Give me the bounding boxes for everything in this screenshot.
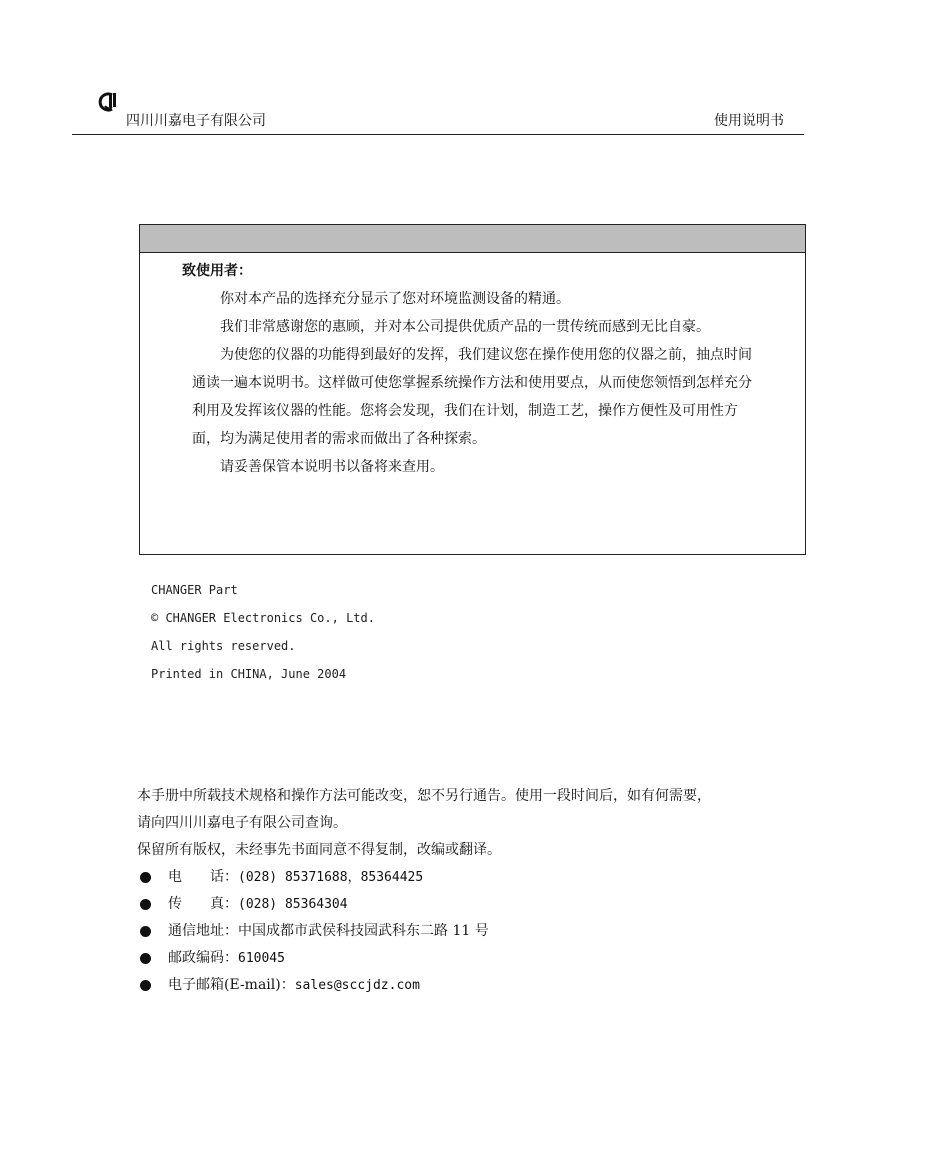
imprint-line: All rights reserved. [151,639,296,653]
contact-phone [137,864,737,891]
bullet-icon [140,899,151,910]
contact-value: (028) 85371688，85364425 [238,870,424,885]
header-rule [72,134,804,135]
footer-info [137,783,737,999]
contact-value: (028) 85364304 [238,897,348,912]
contact-email [137,972,737,999]
bullet-icon [140,926,151,937]
contact-label: 邮政编码： [168,950,238,966]
contact-label: 电 话： [168,869,238,885]
bullet-icon [140,953,151,964]
imprint-line: © CHANGER Electronics Co., Ltd. [151,611,375,625]
company-name: 四川川嘉电子有限公司 [126,113,266,129]
copyright-notice: 保留所有版权，未经事先书面同意不得复制，改编或翻译。 [137,842,501,858]
imprint-line: CHANGER Part [151,583,238,597]
bullet-icon [140,872,151,883]
notice-paragraph: 我们非常感谢您的惠顾，并对本公司提供优质产品的一贯传统而感到无比自豪。 [220,319,710,335]
notice-box [139,224,806,555]
notice-paragraph: 请妥善保管本说明书以备将来查用。 [220,459,444,475]
page-header [72,88,804,136]
notice-paragraph: 你对本产品的选择充分显示了您对环境监测设备的精通。 [220,291,570,307]
contact-value: 中国成都市武侯科技园武科东二路 11 号 [238,923,489,939]
imprint-line: Printed in CHINA, June 2004 [151,667,347,681]
contact-value: sales@sccjdz.com [294,978,420,993]
notice-paragraph: 为使您的仪器的功能得到最好的发挥，我们建议您在操作使用您的仪器之前，抽点时间通读一遍本说明书。这样做可使您掌握系统操作方法和使用要点，从而使您领悟到怎样充分利用及发挥该仪器的性能。您将会发现，我们在计划，制造工艺，操作方便性及可用性方面，均为满足使用者的需求而做出了各种探索。 [192,347,752,447]
contact-postcode [137,945,737,972]
bullet-icon [140,980,151,991]
document-type: 使用说明书 [714,113,784,129]
notice-content [182,257,762,481]
notice-title-bar [140,225,805,253]
contact-label: 电子邮箱(E-mail)： [168,977,295,993]
contact-label: 传 真： [168,896,238,912]
notice-heading: 致使用者： [182,263,252,279]
contact-fax [137,891,737,918]
company-logo-icon [97,92,119,112]
disclaimer-text: 本手册中所载技术规格和操作方法可能改变，恕不另行通告。使用一段时间后，如有何需要，请向四川川嘉电子有限公司查询。 [137,788,711,831]
contact-list [137,864,737,999]
contact-label: 通信地址： [168,923,238,939]
contact-address [137,918,737,945]
copyright-imprint [151,576,375,688]
contact-value: 610045 [238,951,285,966]
